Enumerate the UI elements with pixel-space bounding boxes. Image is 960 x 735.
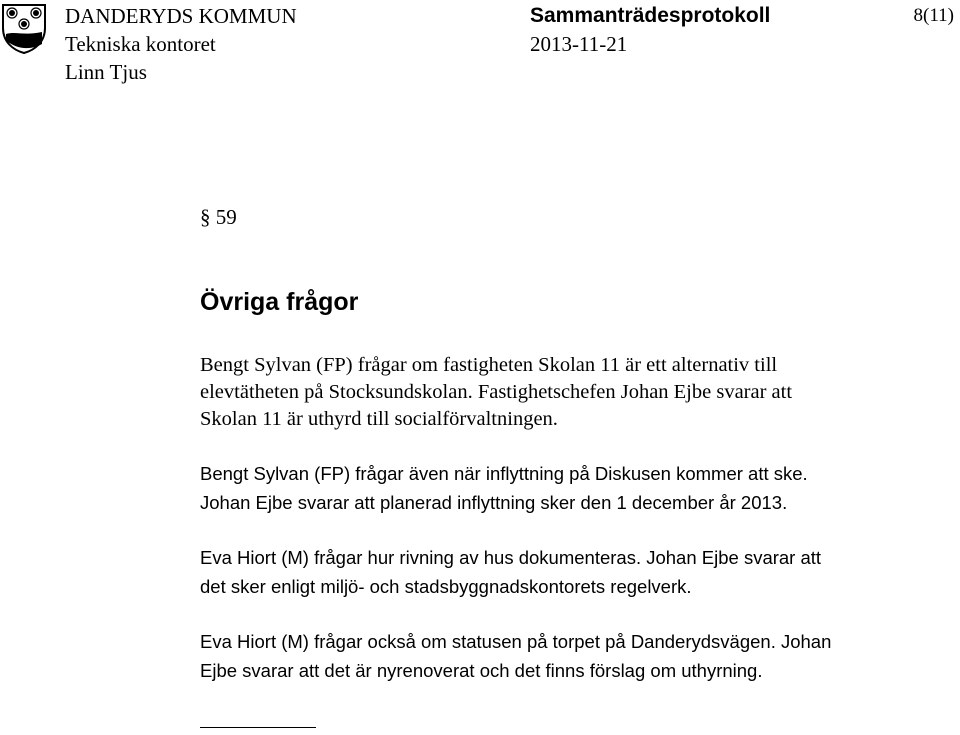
paragraph-1 (200, 352, 940, 433)
document-date: 2013-11-21 (530, 32, 628, 56)
paragraph-line: Eva Hiort (M) frågar också om statusen på torpet på Danderydsvägen. Johan (200, 631, 832, 652)
paragraph-line: Johan Ejbe svarar att planerad inflyttning sker den 1 december år 2013. (200, 492, 788, 513)
organization-name: DANDERYDS KOMMUN (65, 4, 297, 28)
paragraph-4 (200, 627, 940, 685)
document-type: Sammanträdesprotokoll (530, 4, 771, 27)
section-number: § 59 (200, 205, 237, 229)
municipal-coat-of-arms-icon (2, 4, 46, 54)
paragraph-line: elevtätheten på Stocksundskolan. Fastighetschefen Johan Ejbe svarar att (200, 381, 793, 403)
paragraph-2 (200, 459, 940, 517)
paragraph-3 (200, 543, 940, 601)
author-name: Linn Tjus (65, 60, 147, 84)
paragraph-line: Ejbe svarar att det är nyrenoverat och det finns förslag om uthyrning. (200, 660, 763, 681)
signature-rule (200, 727, 316, 728)
paragraph-line: Eva Hiort (M) frågar hur rivning av hus dokumenteras. Johan Ejbe svarar att (200, 547, 822, 568)
paragraph-line: Skolan 11 är uthyrd till socialförvaltningen. (200, 408, 558, 430)
paragraph-line: Bengt Sylvan (FP) frågar om fastigheten Skolan 11 är ett alternativ till (200, 354, 778, 376)
paragraph-line: Bengt Sylvan (FP) frågar även när inflyttning på Diskusen kommer att ske. (200, 463, 808, 484)
section-heading: Övriga frågor (200, 288, 359, 316)
paragraph-line: det sker enligt miljö- och stadsbyggnadskontorets regelverk. (200, 576, 692, 597)
page-number: 8(11) (913, 5, 954, 26)
department-name: Tekniska kontoret (65, 32, 216, 56)
